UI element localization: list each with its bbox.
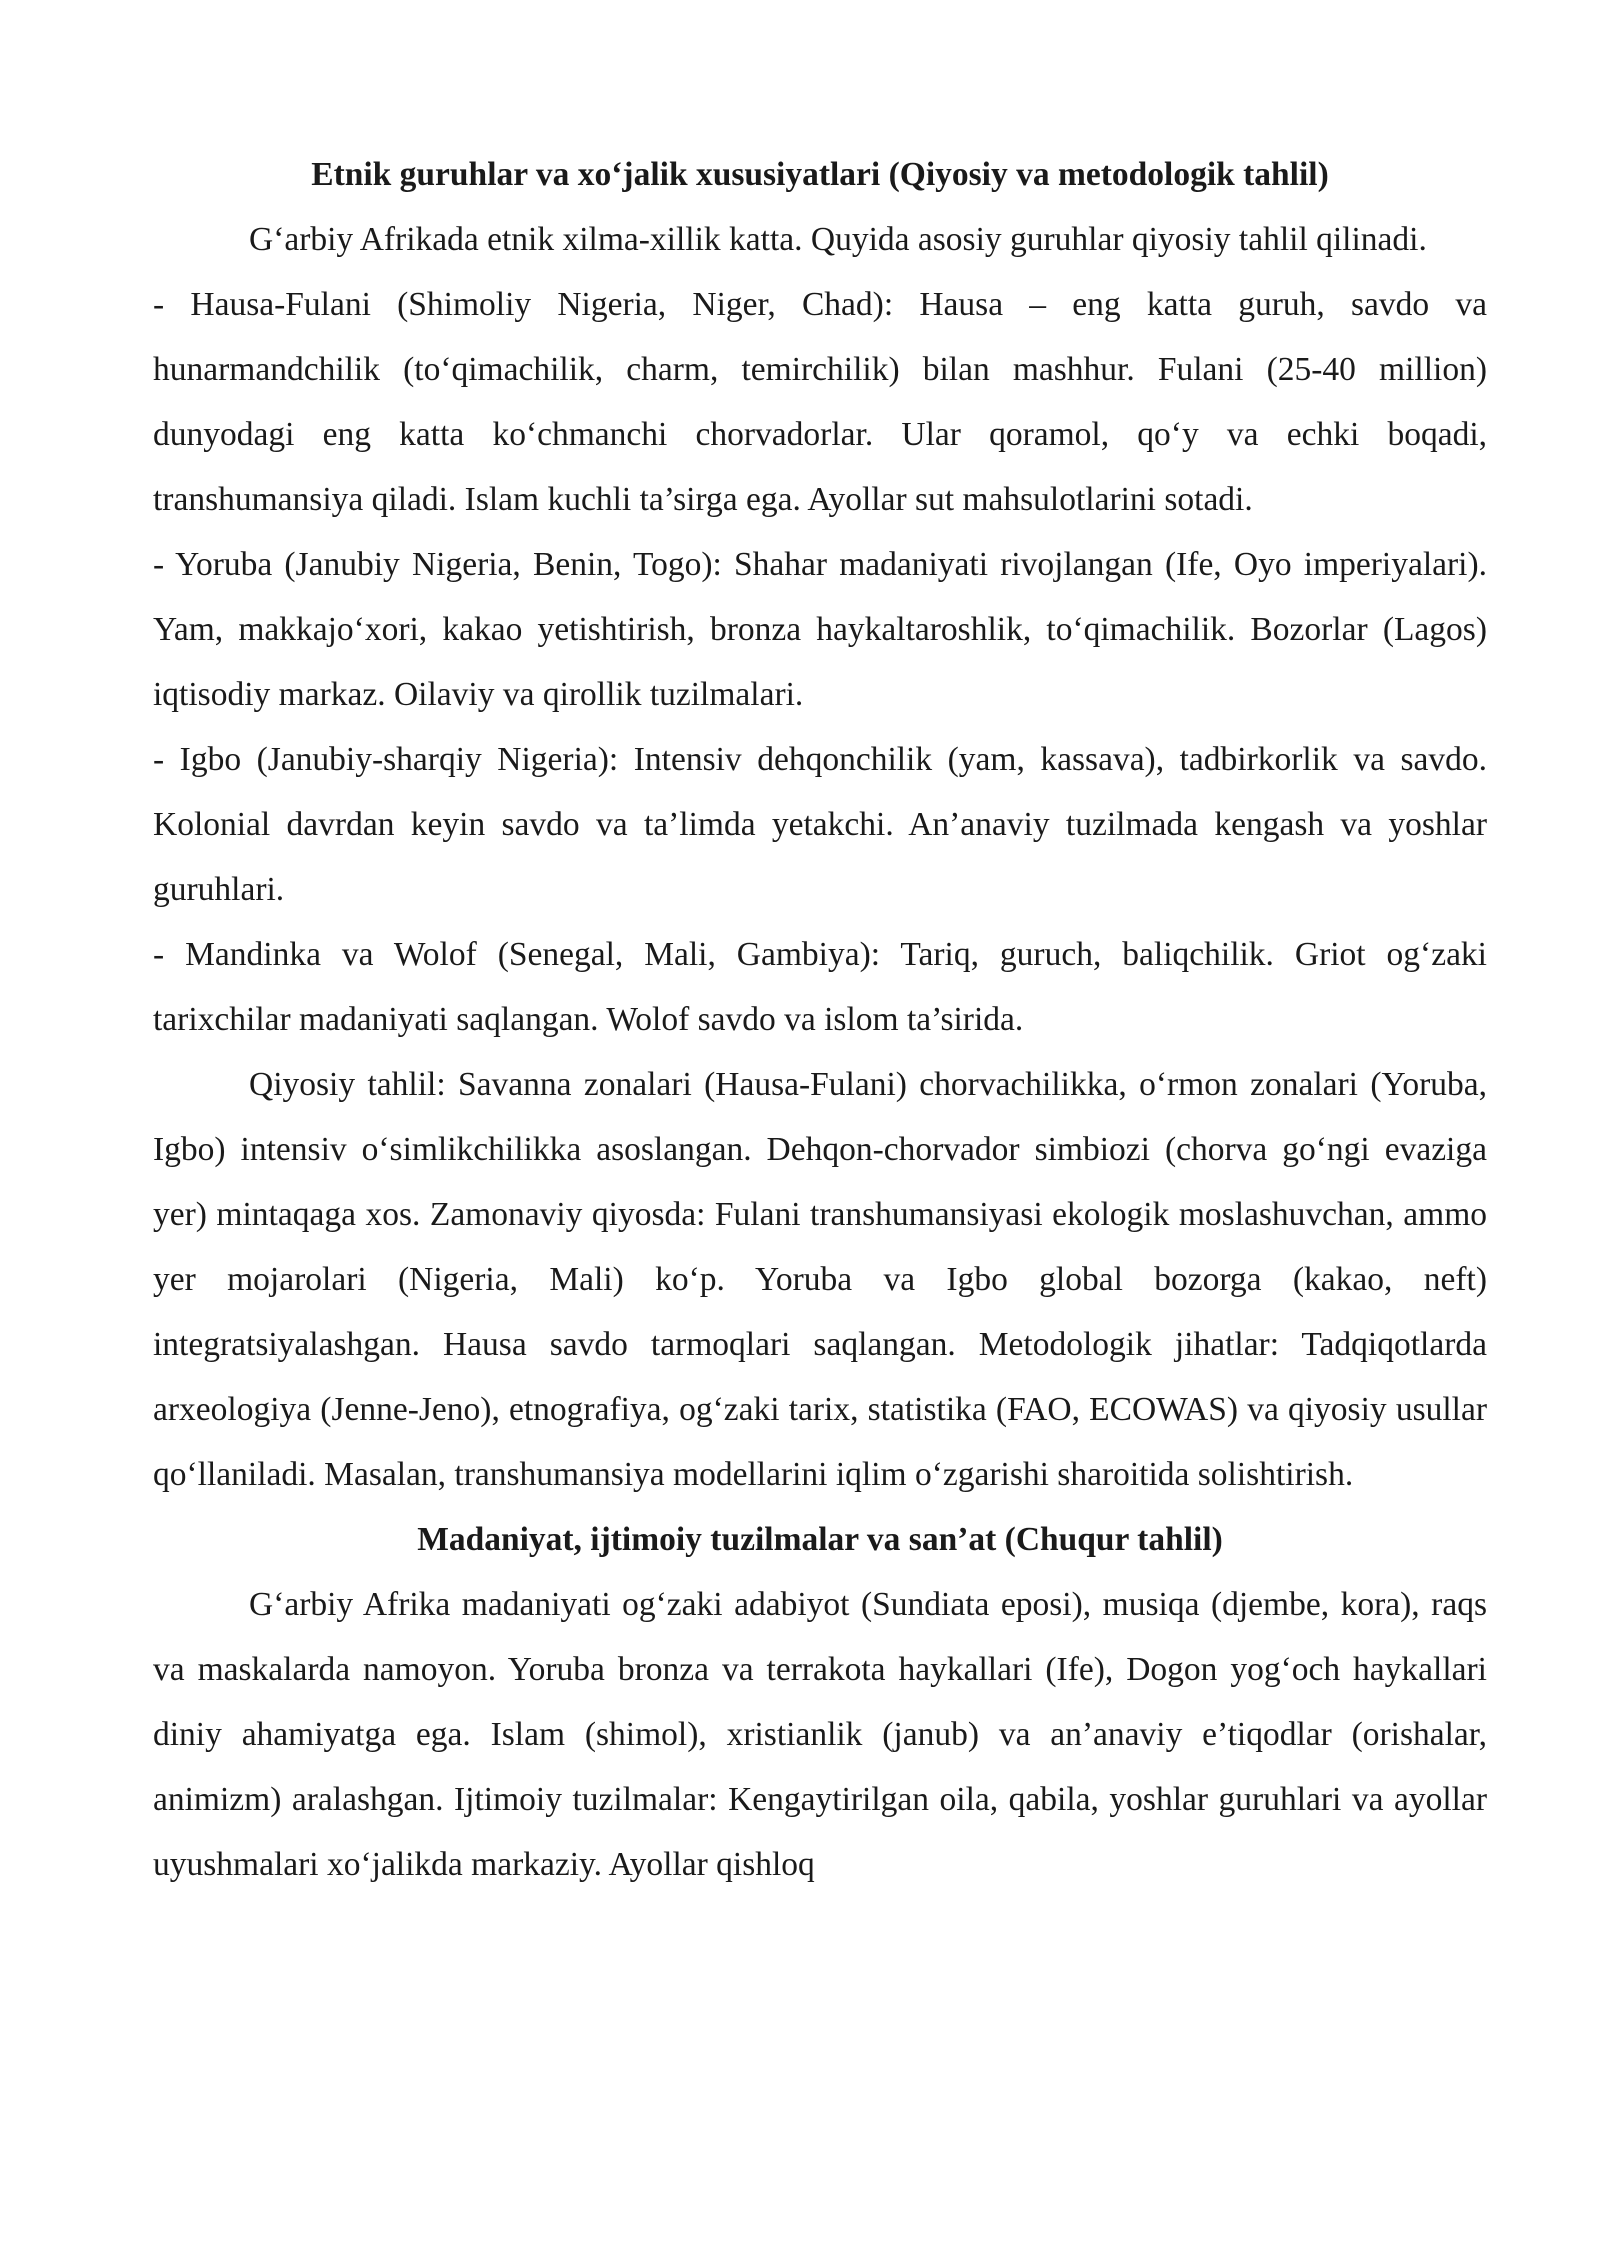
list-item-igbo: - Igbo (Janubiy-sharqiy Nigeria): Intensiv dehqonchilik (yam, kassava), tadbirkorlik va savdo. Kolonial davrdan keyin savdo va ta’limda yetakchi. An’anaviy tuzilmada kengash va yoshlar guruhlari. <box>153 741 1487 908</box>
intro-paragraph: G‘arbiy Afrikada etnik xilma-xillik katta. Quyida asosiy guruhlar qiyosiy tahlil qilinadi. <box>249 221 1427 258</box>
document-page <box>153 142 1487 1897</box>
section-heading-ethnic-groups: Etnik guruhlar va xo‘jalik xususiyatlari (Qiyosiy va metodologik tahlil) <box>311 156 1329 193</box>
list-item-mandinka-wolof: - Mandinka va Wolof (Senegal, Mali, Gambiya): Tariq, guruch, baliqchilik. Griot og‘zaki tarixchilar madaniyati saqlangan. Wolof savdo va islom ta’sirida. <box>153 936 1487 1038</box>
section-heading-culture: Madaniyat, ijtimoiy tuzilmalar va san’at (Chuqur tahlil) <box>417 1521 1223 1558</box>
comparative-analysis-paragraph: Qiyosiy tahlil: Savanna zonalari (Hausa-Fulani) chorvachilikka, o‘rmon zonalari (Yoruba, Igbo) intensiv o‘simlikchilikka asoslangan. Dehqon-chorvador simbiozi (chorva go‘ngi evaziga yer) mintaqaga xos. Zamonaviy qiyosda: Fulani transhumansiyasi ekologik moslashuvchan, ammo yer mojarolari (Nigeria, Mali) ko‘p. Yoruba va Igbo global bozorga (kakao, neft) integratsiyalashgan. Hausa savdo tarmoqlari saqlangan. Metodologik jihatlar: Tadqiqotlarda arxeologiya (Jenne-Jeno), etnografiya, og‘zaki tarix, statistika (FAO, ECOWAS) va qiyosiy usullar qo‘llaniladi. Masalan, transhumansiya modellarini iqlim o‘zgarishi sharoitida solishtirish. <box>153 1066 1487 1493</box>
culture-paragraph: G‘arbiy Afrika madaniyati og‘zaki adabiyot (Sundiata eposi), musiqa (djembe, kora), raqs va maskalarda namoyon. Yoruba bronza va terrakota haykallari (Ife), Dogon yog‘och haykallari diniy ahamiyatga ega. Islam (shimol), xristianlik (janub) va an’anaviy e’tiqodlar (orishalar, animizm) aralashgan. Ijtimoiy tuzilmalar: Kengaytirilgan oila, qabila, yoshlar guruhlari va ayollar uyushmalari xo‘jalikda markaziy. Ayollar qishloq <box>153 1586 1487 1883</box>
list-item-yoruba: - Yoruba (Janubiy Nigeria, Benin, Togo): Shahar madaniyati rivojlangan (Ife, Oyo imperiyalari). Yam, makkajo‘xori, kakao yetishtirish, bronza haykaltaroshlik, to‘qimachilik. Bozorlar (Lagos) iqtisodiy markaz. Oilaviy va qirollik tuzilmalari. <box>153 546 1487 713</box>
list-item-hausa-fulani: - Hausa-Fulani (Shimoliy Nigeria, Niger, Chad): Hausa – eng katta guruh, savdo va hunarmandchilik (to‘qimachilik, charm, temirchilik) bilan mashhur. Fulani (25-40 million) dunyodagi eng katta ko‘chmanchi chorvadorlar. Ular qoramol, qo‘y va echki boqadi, transhumansiya qiladi. Islam kuchli ta’sirga ega. Ayollar sut mahsulotlarini sotadi. <box>153 286 1487 518</box>
